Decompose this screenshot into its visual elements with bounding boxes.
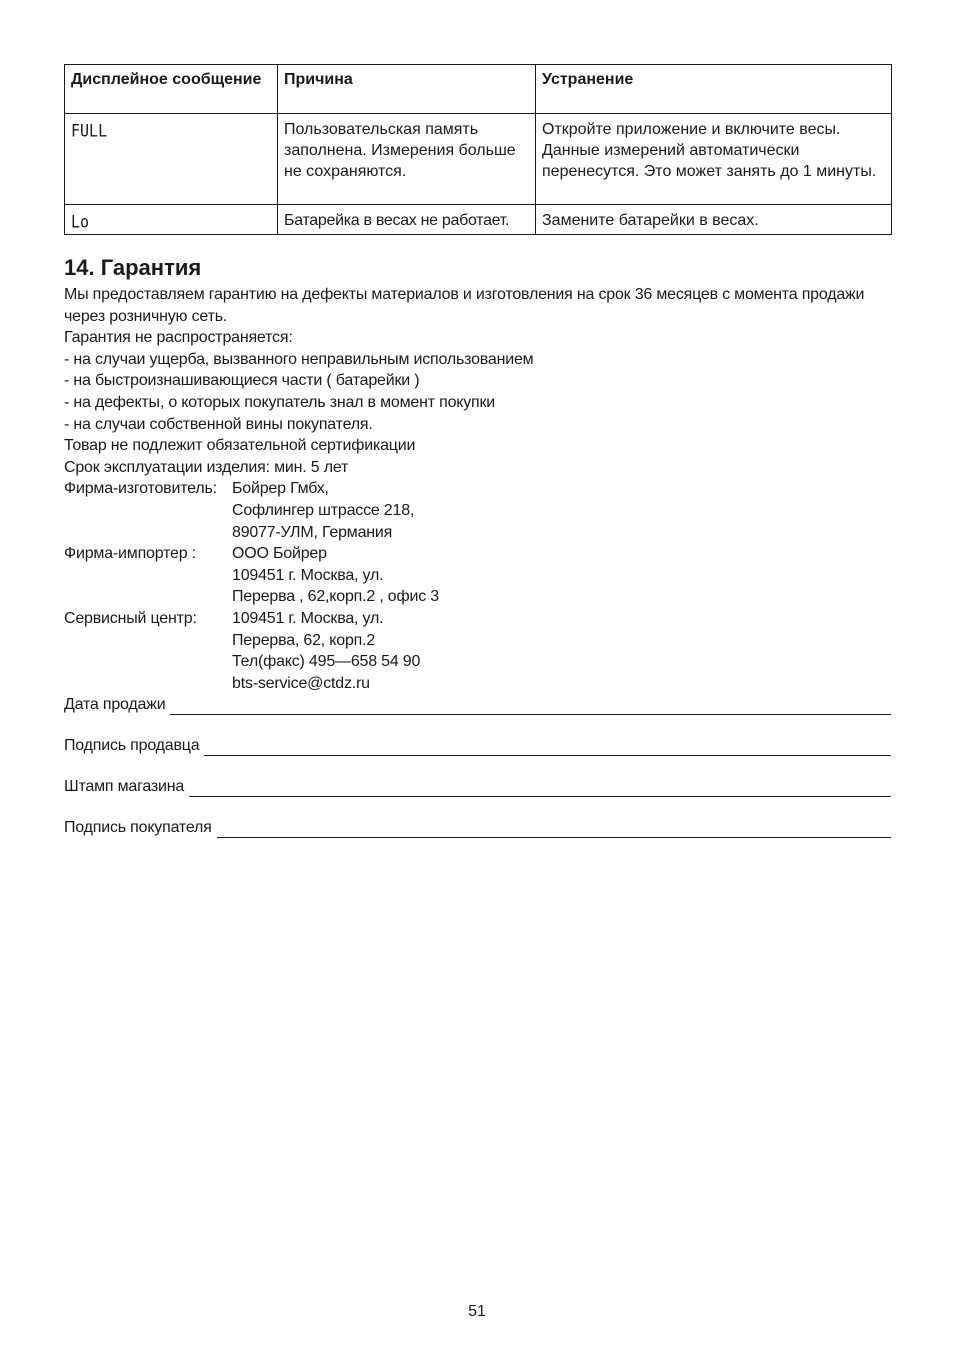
manufacturer-block — [64, 478, 894, 543]
remedy-cell: Откройте приложение и включите весы. Данные измерений автоматически перенесутся. Это может занять до 1 минуты. — [536, 114, 892, 205]
sale-date-label: Дата продажи — [64, 696, 166, 713]
buyer-signature-field[interactable] — [64, 818, 891, 838]
manufacturer-address — [232, 478, 894, 543]
cause-cell: Батарейка в весах не работает. — [278, 205, 536, 235]
address-line: ООО Бойрер — [232, 545, 327, 563]
buyer-signature-label: Подпись покупателя — [64, 819, 212, 836]
address-line: Перерва , 62,корп.2 , офис 3 — [232, 588, 439, 606]
page-number: 51 — [468, 1303, 486, 1320]
address-line: 109451 г. Москва, ул. — [232, 566, 384, 584]
seller-signature-field[interactable] — [64, 736, 891, 756]
store-stamp-label: Штамп магазина — [64, 778, 185, 795]
service-center-label: Сервисный центр: — [64, 609, 197, 627]
exclusions-heading: Гарантия не распространяется: — [64, 329, 293, 347]
table-header-row — [65, 65, 892, 114]
store-stamp-field[interactable] — [64, 777, 891, 797]
manufacturer-label: Фирма-изготовитель: — [64, 480, 217, 498]
troubleshooting-table — [64, 64, 892, 235]
certification-text: Товар не подлежит обязательной сертификации — [64, 437, 416, 455]
seller-signature-line[interactable] — [204, 741, 891, 756]
service-center-block — [64, 608, 894, 694]
header-remedy: Устранение — [536, 65, 892, 114]
remedy-cell: Замените батарейки в весах. — [536, 205, 892, 235]
address-line: 109451 г. Москва, ул. — [232, 609, 384, 627]
display-cell — [65, 205, 278, 235]
sale-date-line[interactable] — [170, 700, 891, 715]
exclusion-item: - на дефекты, о которых покупатель знал в момент покупки — [64, 393, 496, 411]
warranty-body — [64, 284, 894, 694]
address-line: Перерва, 62, корп.2 — [232, 631, 376, 649]
phone-line: Тел(факс) 495—658 54 90 — [232, 653, 421, 671]
table-row — [65, 114, 892, 205]
service-center-address — [232, 608, 894, 694]
display-cell — [65, 114, 278, 205]
importer-address — [232, 543, 894, 608]
store-stamp-line[interactable] — [189, 782, 891, 797]
warranty-intro: Мы предоставляем гарантию на дефекты материалов и изготовления на срок 36 месяцев с момента продажи через розничную сеть. — [64, 286, 865, 325]
header-cause: Причина — [278, 65, 536, 114]
buyer-signature-line[interactable] — [217, 823, 891, 838]
lcd-full-text: FULL — [71, 120, 108, 141]
cause-cell: Пользовательская память заполнена. Измерения больше не сохраняются. — [278, 114, 536, 205]
exclusion-item: - на быстроизнашивающиеся части ( батарейки ) — [64, 372, 420, 390]
address-line: Бойрер Гмбх, — [232, 480, 329, 498]
exclusion-item: - на случаи ущерба, вызванного неправильным использованием — [64, 350, 534, 368]
exclusion-item: - на случаи собственной вины покупателя. — [64, 415, 373, 433]
sale-date-field[interactable] — [64, 695, 891, 715]
address-line: Софлингер штрассе 218, — [232, 501, 415, 519]
service-life-text: Срок эксплуатации изделия: мин. 5 лет — [64, 458, 349, 476]
seller-signature-label: Подпись продавца — [64, 737, 200, 754]
lcd-lo-text: Lo — [71, 211, 90, 232]
importer-block — [64, 543, 894, 608]
table-row — [65, 205, 892, 235]
address-line: 89077-УЛМ, Германия — [232, 523, 393, 541]
importer-label: Фирма-импортер : — [64, 545, 196, 563]
header-display-message: Дисплейное сообщение — [65, 65, 278, 114]
section-title: 14. Гарантия — [64, 255, 202, 280]
email-line: bts-service@ctdz.ru — [232, 674, 370, 692]
